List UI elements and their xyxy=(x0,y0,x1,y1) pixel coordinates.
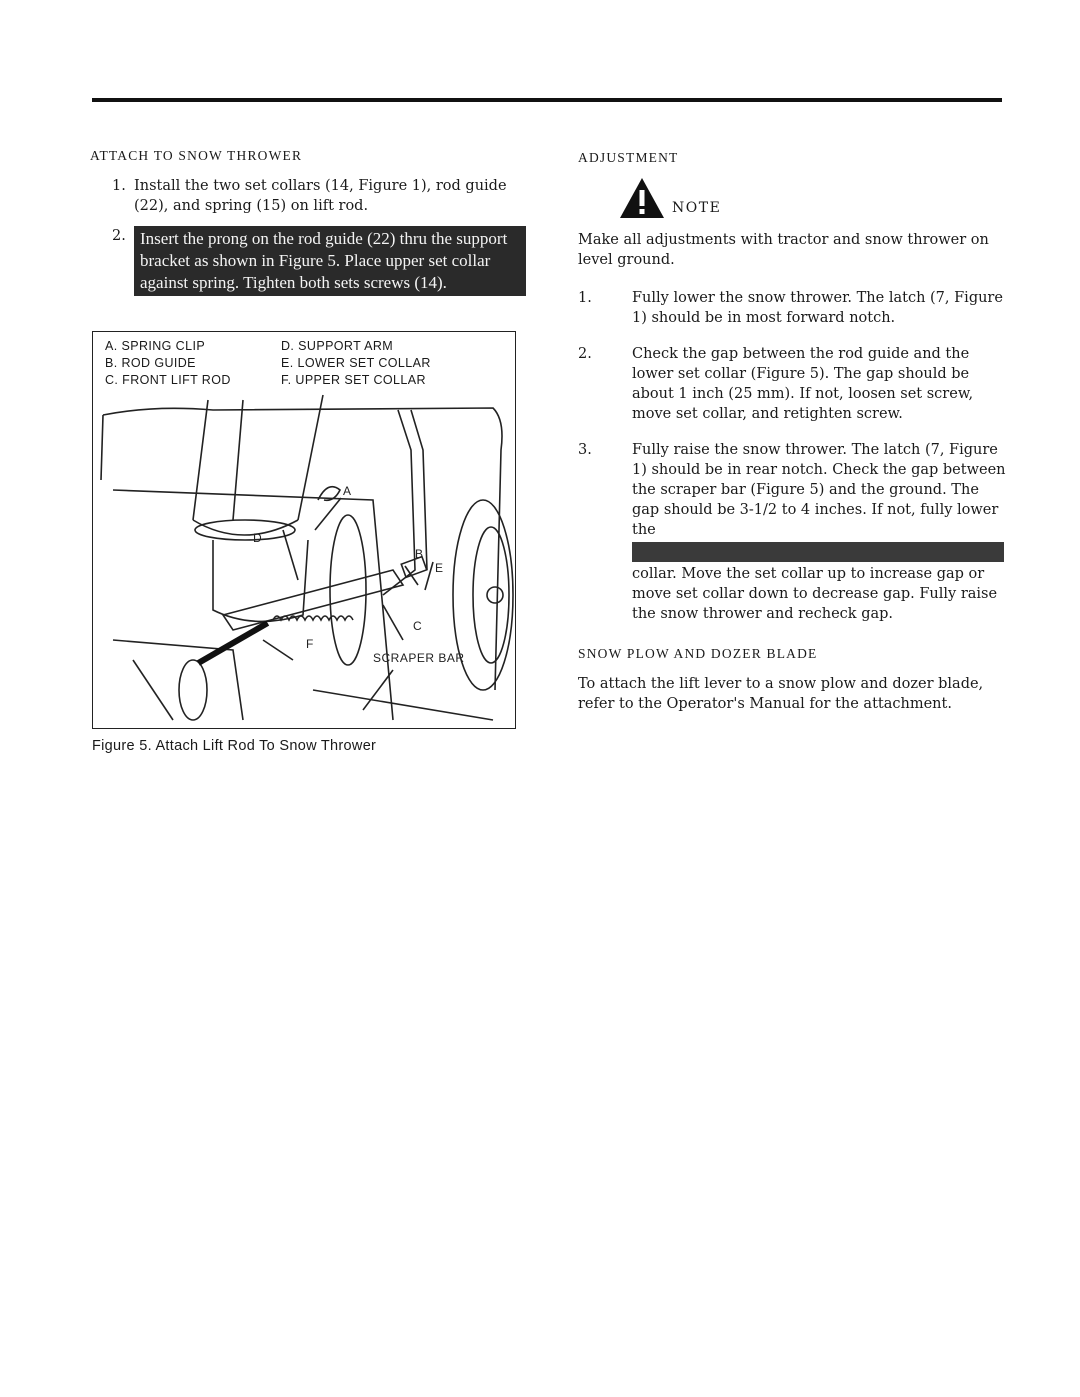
callout-c: C xyxy=(413,619,423,633)
adjust-step-2 xyxy=(578,344,1006,424)
figure-caption: Figure 5. Attach Lift Rod To Snow Thrower xyxy=(92,738,377,754)
snow-thrower-illustration xyxy=(93,390,515,726)
legend-a: A. SPRING CLIP xyxy=(105,339,206,353)
attach-heading: ATTACH TO SNOW THROWER xyxy=(90,148,303,163)
legend-f: F. UPPER SET COLLAR xyxy=(281,373,426,387)
callout-a: A xyxy=(343,484,352,498)
callout-d: D xyxy=(253,531,263,545)
step-number: 1. xyxy=(112,178,126,194)
plow-text: To attach the lift lever to a snow plow and dozer blade, refer to the Operator's Manual for the attachment. xyxy=(578,676,984,712)
attach-step-2-highlight: Insert the prong on the rod guide (22) thru the support bracket as shown in Figure 5. Place upper set collar against spring. Tighten both sets screws (14). xyxy=(134,226,526,296)
top-rule xyxy=(92,98,1002,102)
legend-d: D. SUPPORT ARM xyxy=(281,339,394,353)
adjust-step-3-continued: collar. Move the set collar up to increase gap or move set collar down to decrease gap. Fully raise the snow thrower and recheck gap. xyxy=(632,566,998,622)
right-column xyxy=(578,150,1006,714)
callout-e: E xyxy=(435,561,444,575)
legend-e: E. LOWER SET COLLAR xyxy=(281,356,431,370)
left-column xyxy=(90,148,520,296)
legend-c: C. FRONT LIFT ROD xyxy=(105,373,231,387)
plow-heading: SNOW PLOW AND DOZER BLADE xyxy=(578,646,818,661)
figure-5 xyxy=(92,331,516,729)
step-number: 1. xyxy=(578,290,592,306)
step-text: Check the gap between the rod guide and the lower set collar (Figure 5). The gap should be about 1 inch (25 mm). If not, loosen set screw, move set collar, and retighten screw. xyxy=(632,346,974,422)
step-text: Install the two set collars (14, Figure 1), rod guide (22), and spring (15) on lift rod. xyxy=(134,178,507,214)
adjust-step-1 xyxy=(578,288,1006,328)
callout-scraper-bar: SCRAPER BAR xyxy=(373,651,465,665)
step-number: 2. xyxy=(578,346,592,362)
legend-b: B. ROD GUIDE xyxy=(105,356,196,370)
note-label: NOTE xyxy=(672,200,722,216)
note-text: Make all adjustments with tractor and snow thrower on level ground. xyxy=(578,232,989,268)
step-number: 2. xyxy=(112,228,126,244)
step-text: Fully lower the snow thrower. The latch (7, Figure 1) should be in most forward notch. xyxy=(632,290,1003,326)
redacted-line xyxy=(632,542,1004,562)
callout-f: F xyxy=(306,637,314,651)
figure-legend xyxy=(105,338,505,389)
step-text: Fully raise the snow thrower. The latch (7, Figure 1) should be in rear notch. Check the gap between the scraper bar (Figure 5) and the ground. The gap should be 3-1/2 to 4 inches. If not, fully lower the xyxy=(632,442,1006,538)
step-number: 3. xyxy=(578,442,592,458)
warning-triangle-icon xyxy=(618,176,666,220)
note-callout xyxy=(618,176,1006,220)
adjust-step-3 xyxy=(578,440,1006,540)
attach-step-1 xyxy=(90,176,520,216)
callout-b: B xyxy=(415,547,424,561)
adjustment-heading: ADJUSTMENT xyxy=(578,150,679,165)
